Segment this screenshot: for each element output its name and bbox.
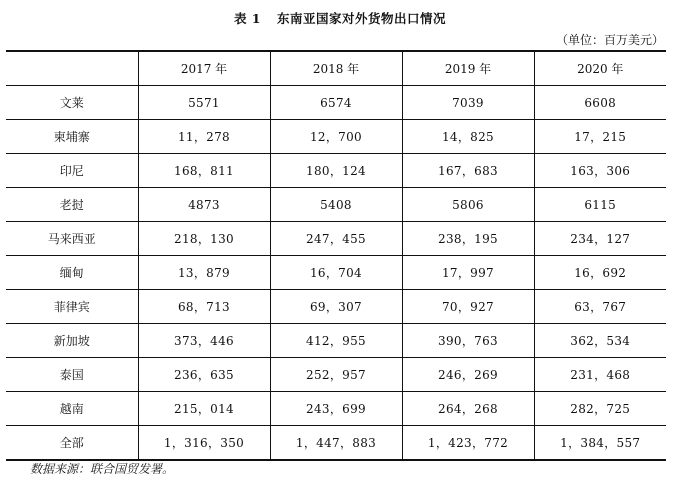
value-cell: 264，268 [402,392,534,426]
value-cell: 167，683 [402,154,534,188]
value-cell: 13，879 [138,256,270,290]
value-cell: 4873 [138,188,270,222]
value-cell: 180，124 [270,154,402,188]
value-cell: 5571 [138,86,270,120]
country-cell: 柬埔寨 [6,120,138,154]
header-cell-2019: 2019 年 [402,51,534,86]
header-cell-2020: 2020 年 [534,51,666,86]
value-cell: 218，130 [138,222,270,256]
country-cell: 缅甸 [6,256,138,290]
value-cell: 70，927 [402,290,534,324]
value-cell: 5806 [402,188,534,222]
value-cell: 1，316，350 [138,426,270,461]
value-cell: 69，307 [270,290,402,324]
country-cell: 菲律宾 [6,290,138,324]
export-table [6,50,666,461]
country-cell: 泰国 [6,358,138,392]
value-cell: 362，534 [534,324,666,358]
value-cell: 412，955 [270,324,402,358]
value-cell: 5408 [270,188,402,222]
value-cell: 17，215 [534,120,666,154]
value-cell: 390，763 [402,324,534,358]
country-cell: 老挝 [6,188,138,222]
header-cell-2018: 2018 年 [270,51,402,86]
country-cell: 印尼 [6,154,138,188]
table-row [6,188,666,222]
value-cell: 163，306 [534,154,666,188]
value-cell: 215，014 [138,392,270,426]
table-row [6,324,666,358]
value-cell: 246，269 [402,358,534,392]
value-cell: 236，635 [138,358,270,392]
header-row [6,51,666,86]
table-row [6,290,666,324]
value-cell: 12，700 [270,120,402,154]
table-row [6,256,666,290]
source-note: 数据来源：联合国贸发署。 [30,462,175,476]
value-cell: 68，713 [138,290,270,324]
unit-note: （单位：百万美元） [555,33,664,47]
table-row [6,154,666,188]
table-row [6,222,666,256]
value-cell: 7039 [402,86,534,120]
country-cell: 新加坡 [6,324,138,358]
value-cell: 234，127 [534,222,666,256]
table-row [6,358,666,392]
value-cell: 1，447，883 [270,426,402,461]
header-cell-2017: 2017 年 [138,51,270,86]
value-cell: 282，725 [534,392,666,426]
value-cell: 1，423，772 [402,426,534,461]
table-row [6,392,666,426]
value-cell: 1，384，557 [534,426,666,461]
country-cell: 文莱 [6,86,138,120]
value-cell: 6115 [534,188,666,222]
value-cell: 17，997 [402,256,534,290]
value-cell: 16，704 [270,256,402,290]
table-title [0,9,680,27]
value-cell: 11，278 [138,120,270,154]
value-cell: 247，455 [270,222,402,256]
value-cell: 252，957 [270,358,402,392]
table-row [6,120,666,154]
value-cell: 168，811 [138,154,270,188]
table-row-total [6,426,666,461]
value-cell: 16，692 [534,256,666,290]
value-cell: 243，699 [270,392,402,426]
country-cell: 越南 [6,392,138,426]
value-cell: 373，446 [138,324,270,358]
value-cell: 63，767 [534,290,666,324]
table-row [6,86,666,120]
table-number: 表 1 [233,11,262,26]
value-cell: 14，825 [402,120,534,154]
table-title-text: 东南亚国家对外货物出口情况 [277,11,447,26]
country-cell: 马来西亚 [6,222,138,256]
value-cell: 231，468 [534,358,666,392]
value-cell: 238，195 [402,222,534,256]
value-cell: 6574 [270,86,402,120]
value-cell: 6608 [534,86,666,120]
header-cell-country [6,51,138,86]
country-cell: 全部 [6,426,138,461]
